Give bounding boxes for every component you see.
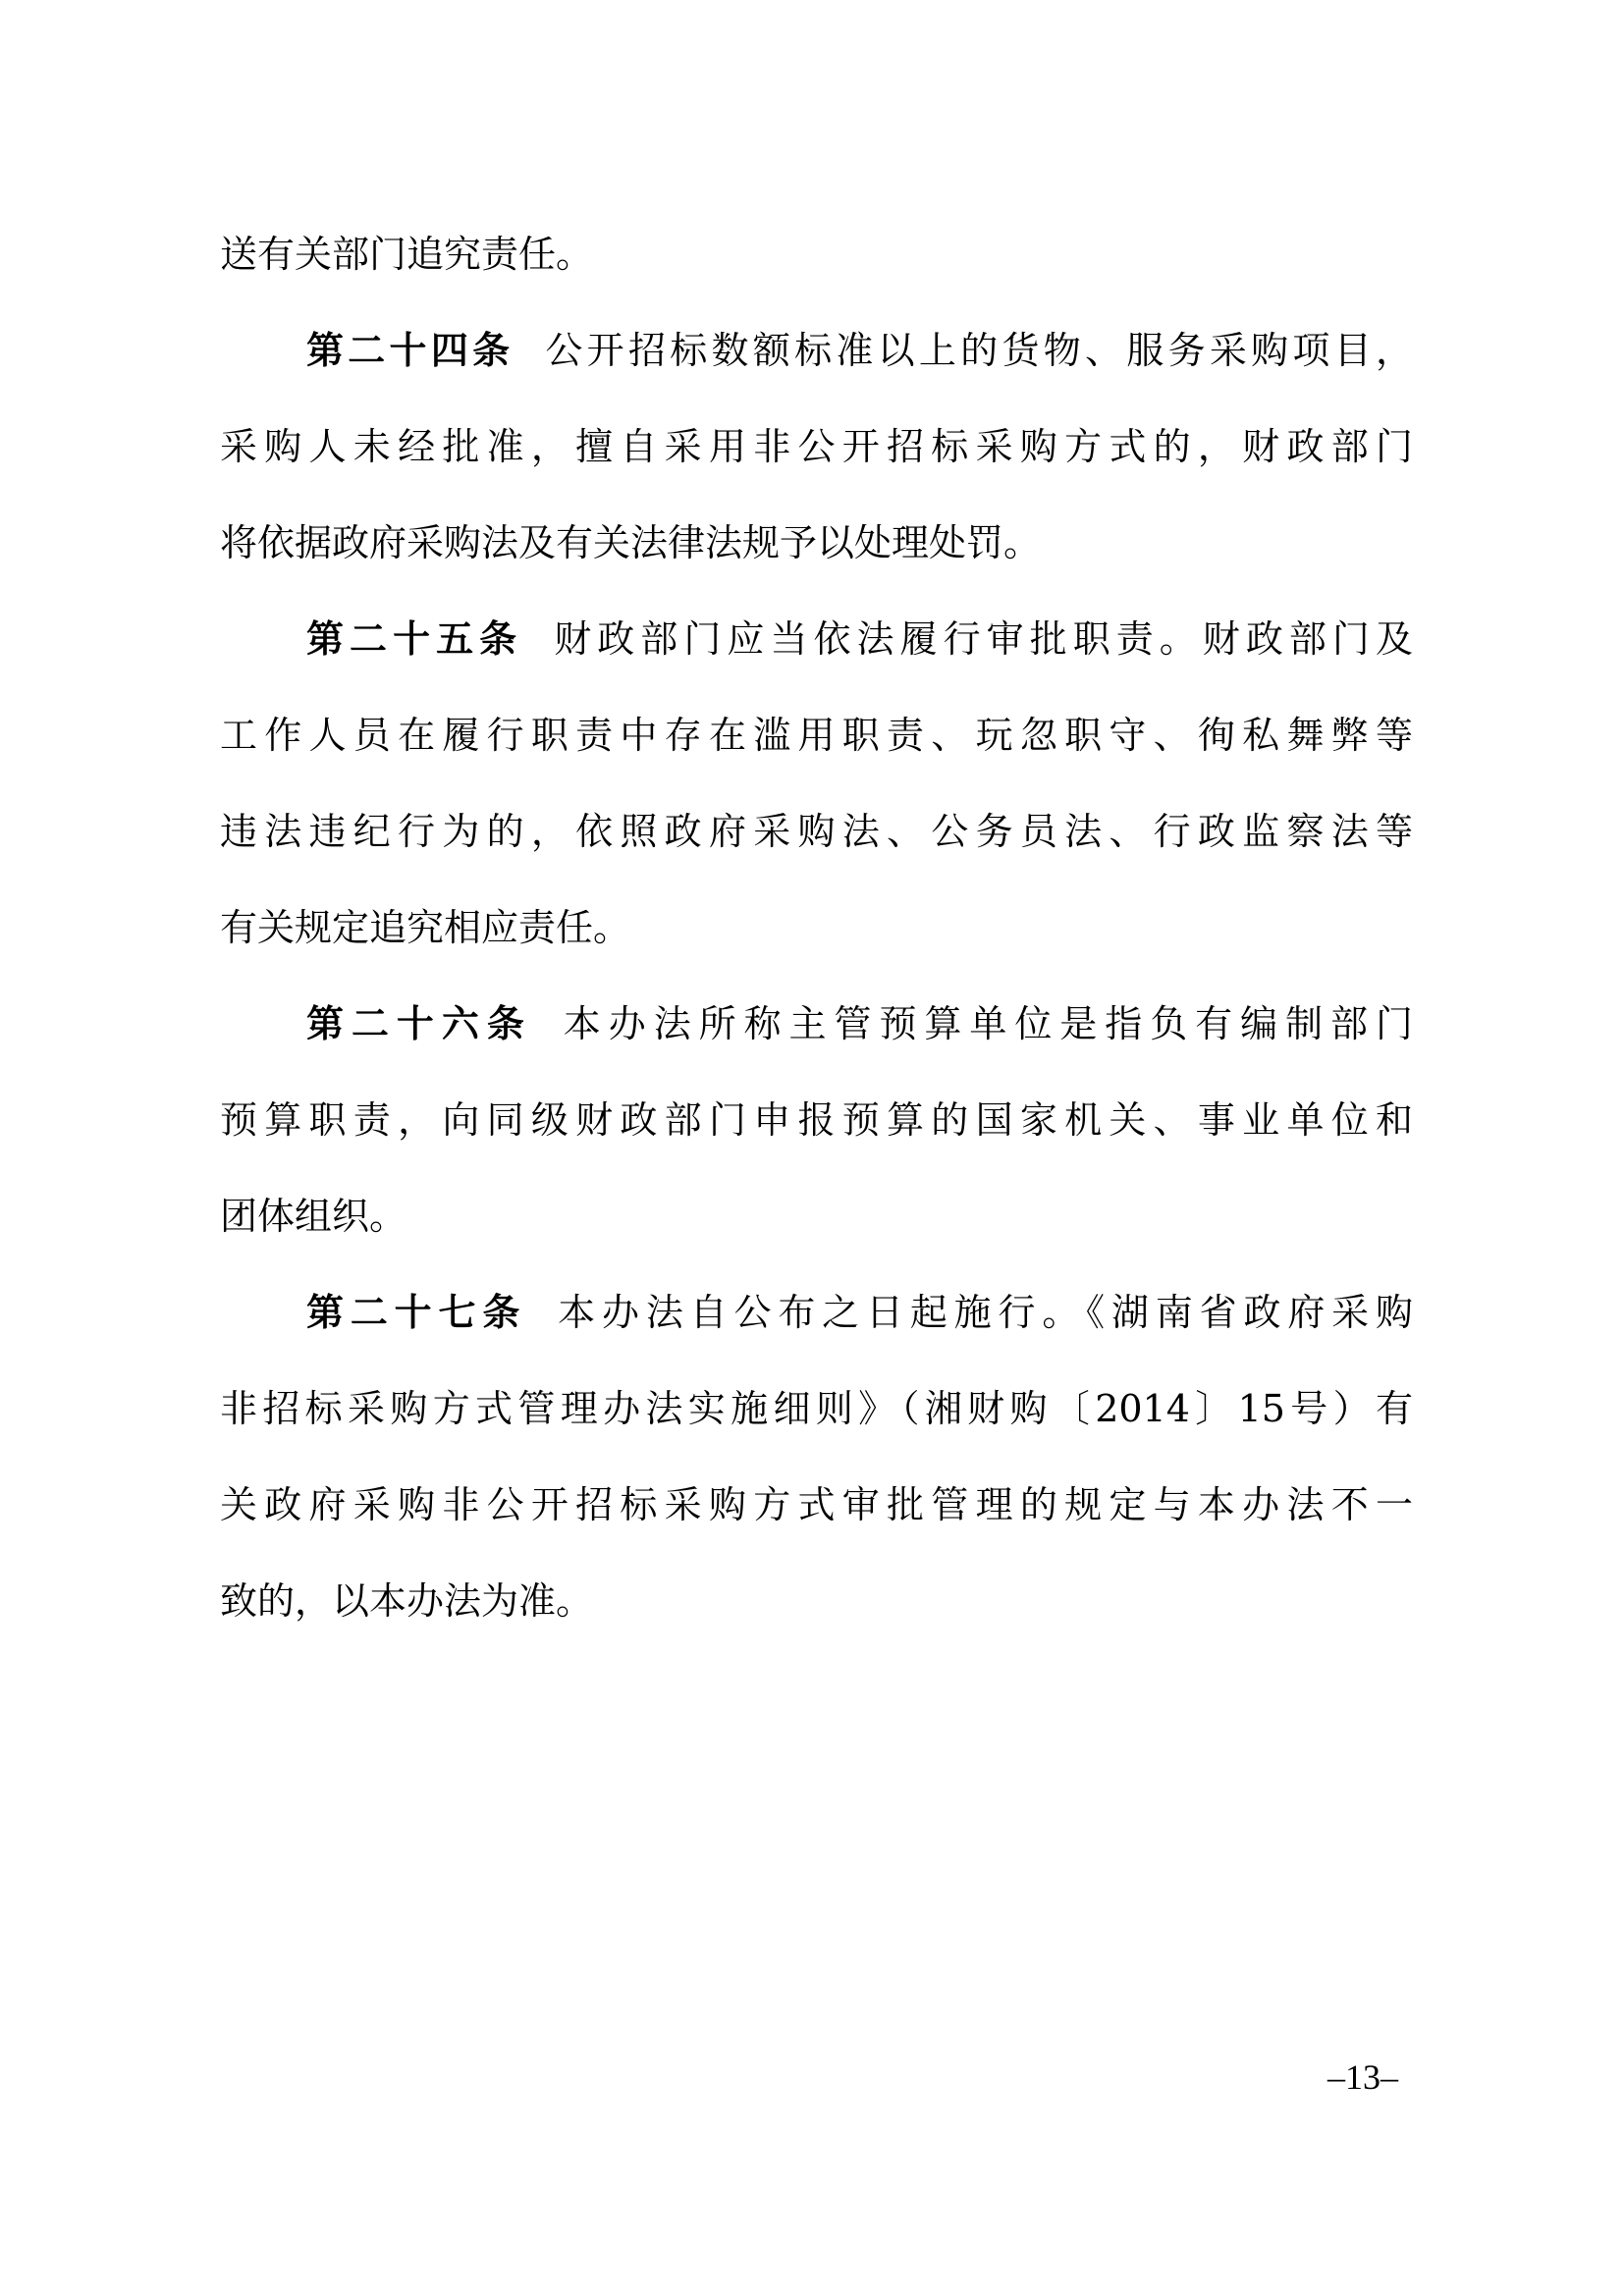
article-25-line-4: [220, 880, 1413, 976]
article-26-text-2: 预算职责，向同级财政部门申报预算的国家机关、事业单位和: [220, 1098, 1413, 1142]
article-27-text-4: 致的，以本办法为准。: [220, 1579, 594, 1623]
article-24-line-1: [220, 302, 1413, 399]
article-25-text-4: 有关规定追究相应责任。: [220, 906, 631, 949]
article-27-text-2: 非招标采购方式管理办法实施细则》（湘财购〔2014〕15号）有: [220, 1387, 1413, 1430]
article-27-text-1: 本办法自公布之日起施行。《湖南省政府采购: [558, 1291, 1413, 1334]
article-26-line-1: [220, 976, 1413, 1072]
article-24-text-2: 采购人未经批准，擅自采用非公开招标采购方式的，财政部门: [220, 425, 1413, 468]
article-25-line-3: [220, 783, 1413, 880]
article-25-number: 第二十五条: [306, 617, 523, 661]
article-25-text-3: 违法违纪行为的，依照政府采购法、公务员法、行政监察法等: [220, 810, 1413, 853]
article-25-text-2: 工作人员在履行职责中存在滥用职责、玩忽职守、徇私舞弊等: [220, 714, 1413, 757]
article-27-text-3: 关政府采购非公开招标采购方式审批管理的规定与本办法不一: [220, 1483, 1413, 1526]
continuation-text: 送有关部门追究责任。: [220, 233, 594, 276]
article-25-line-2: [220, 687, 1413, 783]
article-24-number: 第二十四条: [306, 329, 514, 372]
article-26-line-3: [220, 1168, 1413, 1264]
continuation-line: [220, 206, 1413, 302]
article-24-line-2: [220, 399, 1413, 495]
article-24-text-3: 将依据政府采购法及有关法律法规予以处理处罚。: [220, 521, 1042, 564]
article-26-text-1: 本办法所称主管预算单位是指负有编制部门: [563, 1002, 1413, 1045]
article-26-line-2: [220, 1072, 1413, 1168]
article-26-text-3: 团体组织。: [220, 1195, 407, 1238]
article-25-text-1: 财政部门应当依法履行审批职责。财政部门及: [554, 617, 1413, 661]
article-24-text-1: 公开招标数额标准以上的货物、服务采购项目，: [545, 329, 1413, 372]
article-25-line-1: [220, 591, 1413, 687]
article-27-line-1: [220, 1264, 1413, 1361]
article-27-number: 第二十七条: [306, 1291, 527, 1334]
article-27-line-4: [220, 1553, 1413, 1649]
page-number: –13–: [1327, 2057, 1398, 2097]
article-26-number: 第二十六条: [306, 1002, 532, 1045]
article-27-line-3: [220, 1457, 1413, 1553]
document-body: [220, 206, 1413, 1649]
article-27-line-2: [220, 1361, 1413, 1457]
article-24-line-3: [220, 495, 1413, 591]
